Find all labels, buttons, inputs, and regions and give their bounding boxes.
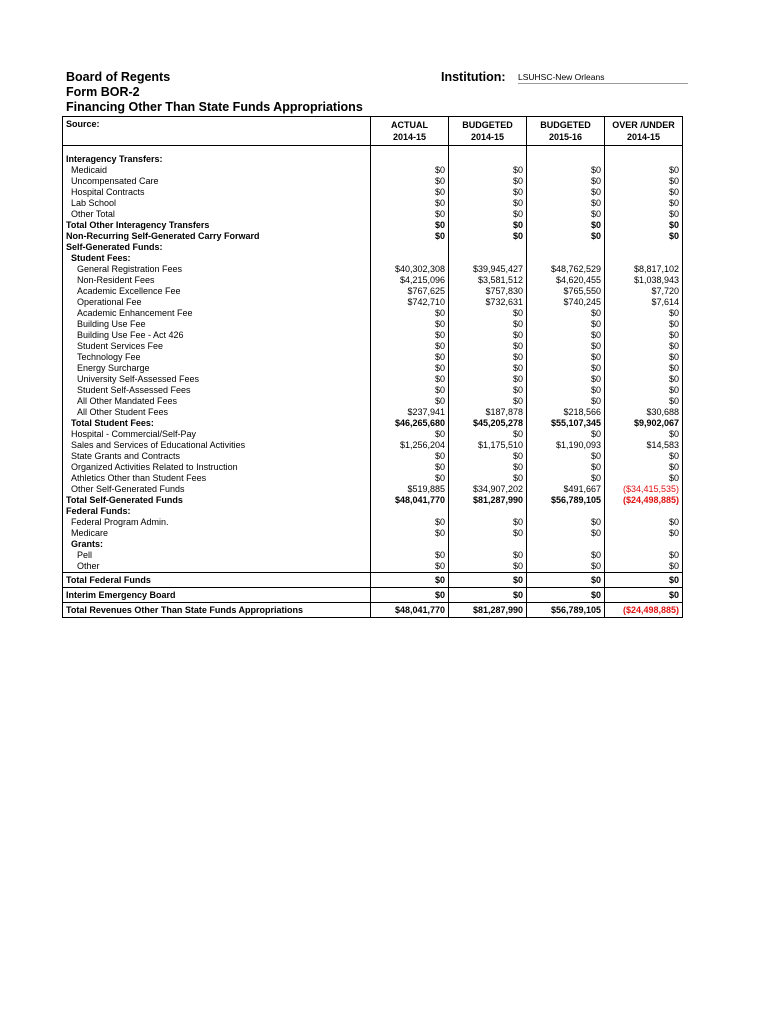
row-label: Other Total (63, 209, 371, 220)
row-value: $0 (449, 588, 527, 603)
row-value: $56,789,105 (527, 495, 605, 506)
spacer-row (63, 146, 683, 155)
row-label: General Registration Fees (63, 264, 371, 275)
row-value: $0 (527, 319, 605, 330)
row-value: $39,945,427 (449, 264, 527, 275)
table-row (63, 561, 683, 573)
row-value (527, 154, 605, 165)
row-value: $0 (527, 374, 605, 385)
row-value: $0 (371, 209, 449, 220)
row-label: Medicaid (63, 165, 371, 176)
row-value: $0 (449, 517, 527, 528)
table-row (63, 550, 683, 561)
table-row (63, 286, 683, 297)
row-value: $0 (605, 429, 683, 440)
row-value: $0 (371, 176, 449, 187)
table-row (63, 418, 683, 429)
table-row (63, 573, 683, 588)
table-row (63, 440, 683, 451)
row-value: $0 (605, 588, 683, 603)
row-value: $0 (449, 176, 527, 187)
row-value (371, 242, 449, 253)
table-row (63, 209, 683, 220)
row-value: $34,907,202 (449, 484, 527, 495)
table-row (63, 330, 683, 341)
col-header-actual-2014-15 (371, 117, 449, 146)
row-value: $0 (449, 429, 527, 440)
row-value: $48,041,770 (371, 495, 449, 506)
row-value: $0 (527, 528, 605, 539)
row-value: $0 (371, 220, 449, 231)
row-value: $0 (371, 341, 449, 352)
row-value: $0 (605, 363, 683, 374)
row-value: $0 (527, 363, 605, 374)
row-value: $187,878 (449, 407, 527, 418)
row-value: $0 (371, 308, 449, 319)
row-label: Interim Emergency Board (63, 588, 371, 603)
row-label: Medicare (63, 528, 371, 539)
row-value: $0 (371, 363, 449, 374)
col-header-line1: OVER /UNDER (612, 120, 675, 130)
row-label: Student Services Fee (63, 341, 371, 352)
row-value: $81,287,990 (449, 603, 527, 618)
row-value: $0 (605, 319, 683, 330)
row-value (449, 506, 527, 517)
row-value: $0 (449, 528, 527, 539)
table-row (63, 187, 683, 198)
col-header-line1: ACTUAL (391, 120, 428, 130)
row-value: $48,762,529 (527, 264, 605, 275)
row-value: $0 (449, 165, 527, 176)
row-value: $1,190,093 (527, 440, 605, 451)
col-header-line1: BUDGETED (540, 120, 591, 130)
table-row (63, 517, 683, 528)
institution-label: Institution: (441, 70, 506, 84)
row-value: $0 (605, 561, 683, 573)
row-value: $0 (605, 198, 683, 209)
row-value: $0 (605, 330, 683, 341)
row-value: $0 (371, 319, 449, 330)
row-value: $0 (605, 231, 683, 242)
row-label: State Grants and Contracts (63, 451, 371, 462)
table-row (63, 176, 683, 187)
row-label: Technology Fee (63, 352, 371, 363)
table-row (63, 319, 683, 330)
row-value (371, 539, 449, 550)
row-label: Energy Surcharge (63, 363, 371, 374)
row-label: Total Federal Funds (63, 573, 371, 588)
row-value (449, 539, 527, 550)
row-value: $0 (527, 209, 605, 220)
row-value: $767,625 (371, 286, 449, 297)
row-label: Pell (63, 550, 371, 561)
table-header-row (63, 117, 683, 146)
row-label: Total Other Interagency Transfers (63, 220, 371, 231)
row-label: Grants: (63, 539, 371, 550)
row-value: $0 (605, 473, 683, 484)
row-value: $742,710 (371, 297, 449, 308)
row-value: $4,620,455 (527, 275, 605, 286)
row-value: $0 (605, 573, 683, 588)
row-label: All Other Student Fees (63, 407, 371, 418)
table-row (63, 297, 683, 308)
row-value: $55,107,345 (527, 418, 605, 429)
institution-value: LSUHSC-New Orleans (518, 72, 688, 84)
row-value: $3,581,512 (449, 275, 527, 286)
table-row (63, 462, 683, 473)
row-value: $0 (449, 561, 527, 573)
row-value: $0 (371, 198, 449, 209)
row-label: Self-Generated Funds: (63, 242, 371, 253)
row-value: $0 (527, 573, 605, 588)
row-value: $519,885 (371, 484, 449, 495)
row-value: $0 (449, 308, 527, 319)
row-value: $0 (371, 396, 449, 407)
row-value: ($24,498,885) (605, 603, 683, 618)
row-value: $46,265,680 (371, 418, 449, 429)
row-value: $0 (605, 374, 683, 385)
table-row (63, 528, 683, 539)
row-value: $9,902,067 (605, 418, 683, 429)
table-row (63, 385, 683, 396)
row-value: $0 (605, 462, 683, 473)
row-value: $0 (527, 220, 605, 231)
source-label: Source: (63, 117, 371, 146)
row-label: Total Self-Generated Funds (63, 495, 371, 506)
table-row (63, 396, 683, 407)
row-value: $757,830 (449, 286, 527, 297)
row-value: $1,256,204 (371, 440, 449, 451)
row-value (605, 539, 683, 550)
row-value (527, 506, 605, 517)
row-value: $0 (527, 308, 605, 319)
row-label: Sales and Services of Educational Activities (63, 440, 371, 451)
row-value (449, 253, 527, 264)
row-label: Organized Activities Related to Instruction (63, 462, 371, 473)
row-value: $0 (527, 198, 605, 209)
row-value: $0 (449, 396, 527, 407)
row-value (527, 253, 605, 264)
row-value: $0 (449, 187, 527, 198)
row-value: $0 (371, 473, 449, 484)
row-label: Total Revenues Other Than State Funds Appropriations (63, 603, 371, 618)
table-row (63, 198, 683, 209)
row-value: $0 (371, 352, 449, 363)
row-value: $0 (371, 573, 449, 588)
row-value: $0 (449, 352, 527, 363)
table-row (63, 473, 683, 484)
row-value (449, 154, 527, 165)
table-row (63, 308, 683, 319)
row-value (605, 154, 683, 165)
row-value: $0 (527, 176, 605, 187)
row-value: $0 (449, 473, 527, 484)
col-header-line1: BUDGETED (462, 120, 513, 130)
row-value: $0 (371, 187, 449, 198)
row-value: $0 (449, 385, 527, 396)
row-value (605, 253, 683, 264)
row-value: $491,667 (527, 484, 605, 495)
row-value: $0 (527, 187, 605, 198)
row-value: $0 (605, 176, 683, 187)
row-value: $0 (527, 462, 605, 473)
row-value: $40,302,308 (371, 264, 449, 275)
row-value: $1,038,943 (605, 275, 683, 286)
row-value (605, 506, 683, 517)
table-row (63, 506, 683, 517)
row-value: $0 (605, 220, 683, 231)
row-value: $0 (449, 198, 527, 209)
row-value: $0 (605, 187, 683, 198)
row-value: $0 (527, 473, 605, 484)
row-value: $0 (605, 528, 683, 539)
row-value: $0 (605, 165, 683, 176)
row-value: ($24,498,885) (605, 495, 683, 506)
row-value: ($34,415,535) (605, 484, 683, 495)
row-value: $0 (449, 550, 527, 561)
col-header-budgeted-2014-15 (449, 117, 527, 146)
row-value: $0 (449, 330, 527, 341)
table-row (63, 588, 683, 603)
table-row (63, 264, 683, 275)
row-label: Non-Recurring Self-Generated Carry Forward (63, 231, 371, 242)
col-header-budgeted-2015-16 (527, 117, 605, 146)
table-row (63, 484, 683, 495)
row-value: $0 (371, 517, 449, 528)
row-label: Other Self-Generated Funds (63, 484, 371, 495)
row-label: Building Use Fee - Act 426 (63, 330, 371, 341)
table-row (63, 275, 683, 286)
row-label: University Self-Assessed Fees (63, 374, 371, 385)
row-value: $218,566 (527, 407, 605, 418)
row-value: $0 (371, 462, 449, 473)
row-label: Lab School (63, 198, 371, 209)
row-label: Academic Enhancement Fee (63, 308, 371, 319)
row-value: $0 (449, 341, 527, 352)
row-value (371, 253, 449, 264)
row-value: $0 (449, 319, 527, 330)
table-row (63, 539, 683, 550)
row-value: $0 (527, 588, 605, 603)
table-row (63, 242, 683, 253)
row-value: $0 (527, 429, 605, 440)
row-value: $7,614 (605, 297, 683, 308)
row-value: $8,817,102 (605, 264, 683, 275)
row-value: $0 (449, 573, 527, 588)
row-value: $0 (371, 385, 449, 396)
row-value: $0 (527, 330, 605, 341)
row-value: $1,175,510 (449, 440, 527, 451)
row-value: $0 (605, 209, 683, 220)
row-label: Academic Excellence Fee (63, 286, 371, 297)
row-value (605, 242, 683, 253)
row-label: Federal Funds: (63, 506, 371, 517)
row-value: $0 (527, 385, 605, 396)
row-label: Hospital Contracts (63, 187, 371, 198)
row-label: Building Use Fee (63, 319, 371, 330)
row-label: Operational Fee (63, 297, 371, 308)
table-row (63, 154, 683, 165)
row-value: $0 (527, 341, 605, 352)
row-value: $0 (605, 352, 683, 363)
col-header-line2: 2014-15 (626, 132, 661, 142)
table-row (63, 253, 683, 264)
row-value: $0 (605, 451, 683, 462)
table-row (63, 407, 683, 418)
row-label: Student Fees: (63, 253, 371, 264)
header-subtitle: Financing Other Than State Funds Appropriations (66, 100, 363, 114)
row-value: $0 (449, 209, 527, 220)
row-value: $237,941 (371, 407, 449, 418)
row-value: $0 (449, 231, 527, 242)
table-row (63, 451, 683, 462)
row-value: $0 (605, 550, 683, 561)
row-value: $0 (449, 363, 527, 374)
row-value: $0 (371, 588, 449, 603)
row-value (371, 506, 449, 517)
financing-table (62, 116, 683, 618)
row-label: Uncompensated Care (63, 176, 371, 187)
row-value: $48,041,770 (371, 603, 449, 618)
row-value (371, 154, 449, 165)
row-value: $0 (449, 451, 527, 462)
row-value: $30,688 (605, 407, 683, 418)
row-value: $0 (371, 528, 449, 539)
row-value: $0 (527, 396, 605, 407)
row-value: $0 (605, 517, 683, 528)
row-label: Federal Program Admin. (63, 517, 371, 528)
row-label: Hospital - Commercial/Self-Pay (63, 429, 371, 440)
row-value: $0 (527, 165, 605, 176)
row-label: All Other Mandated Fees (63, 396, 371, 407)
row-label: Student Self-Assessed Fees (63, 385, 371, 396)
row-value: $56,789,105 (527, 603, 605, 618)
row-value: $0 (449, 220, 527, 231)
row-value: $732,631 (449, 297, 527, 308)
row-value: $740,245 (527, 297, 605, 308)
table-row (63, 374, 683, 385)
row-value: $0 (449, 462, 527, 473)
row-label: Total Student Fees: (63, 418, 371, 429)
row-value: $0 (527, 550, 605, 561)
col-header-line2: 2014-15 (470, 132, 505, 142)
form-header (66, 70, 363, 115)
row-value: $0 (527, 517, 605, 528)
table-row (63, 363, 683, 374)
table-row (63, 231, 683, 242)
col-header-line2: 2015-16 (548, 132, 583, 142)
header-form-number: Form BOR-2 (66, 85, 140, 99)
row-value: $0 (527, 231, 605, 242)
col-header-line2: 2014-15 (392, 132, 427, 142)
row-value: $0 (605, 385, 683, 396)
row-value: $0 (605, 341, 683, 352)
row-value (527, 539, 605, 550)
row-value: $0 (449, 374, 527, 385)
table-row (63, 341, 683, 352)
col-header-over-under-2014-15 (605, 117, 683, 146)
row-value: $0 (371, 429, 449, 440)
header-title: Board of Regents (66, 70, 171, 84)
row-value: $0 (605, 396, 683, 407)
row-value: $7,720 (605, 286, 683, 297)
row-value: $0 (371, 374, 449, 385)
row-value: $0 (371, 451, 449, 462)
table-row (63, 220, 683, 231)
row-value: $14,583 (605, 440, 683, 451)
table-row (63, 429, 683, 440)
row-value: $0 (527, 561, 605, 573)
row-value: $0 (371, 561, 449, 573)
row-value: $0 (605, 308, 683, 319)
table-row (63, 165, 683, 176)
table-row (63, 352, 683, 363)
row-value: $765,550 (527, 286, 605, 297)
row-value: $0 (371, 231, 449, 242)
row-value: $0 (527, 352, 605, 363)
row-value: $0 (371, 550, 449, 561)
table-row (63, 603, 683, 618)
row-value: $0 (371, 330, 449, 341)
row-label: Athletics Other than Student Fees (63, 473, 371, 484)
row-value: $0 (527, 451, 605, 462)
row-value: $45,205,278 (449, 418, 527, 429)
row-label: Other (63, 561, 371, 573)
row-value: $81,287,990 (449, 495, 527, 506)
table-row (63, 495, 683, 506)
row-value: $0 (371, 165, 449, 176)
row-value (449, 242, 527, 253)
row-value: $4,215,096 (371, 275, 449, 286)
row-label: Non-Resident Fees (63, 275, 371, 286)
row-label: Interagency Transfers: (63, 154, 371, 165)
row-value (527, 242, 605, 253)
